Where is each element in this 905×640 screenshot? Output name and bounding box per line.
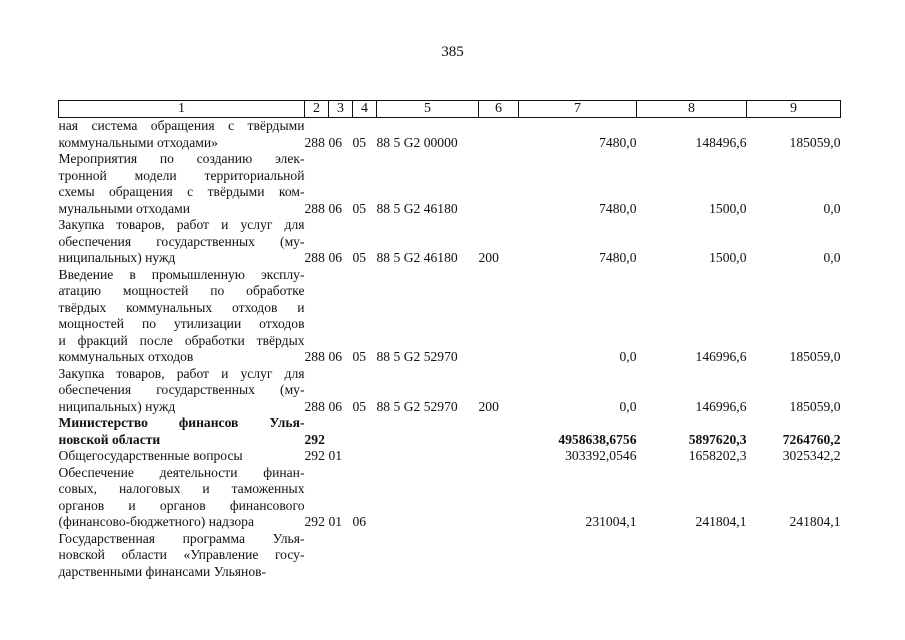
table-row: [59, 267, 841, 366]
amount-col-9: 0,0: [823, 200, 841, 216]
target-article-code: [377, 531, 479, 581]
row-description: [59, 118, 305, 152]
header-col-4: 4: [353, 101, 377, 118]
expense-type-code: [479, 118, 519, 152]
header-col-8: 8: [637, 101, 747, 118]
description-line: коммунальными отходами»: [58, 134, 218, 150]
ministry-code: 292: [304, 448, 325, 463]
description-line: схемы обращения с твёрдыми ком-: [58, 184, 305, 199]
target-article-code: 88 5 G2 00000: [376, 134, 458, 150]
expense-type-code: [479, 151, 519, 217]
description-line: и фракций после обработки твёрдых: [58, 332, 305, 348]
amount-col-9: 185059,0: [789, 349, 841, 364]
amount-col-8: 146996,6: [695, 398, 747, 414]
description-line: Обеспечение деятельности финан-: [58, 464, 305, 480]
expense-type-code: 200: [478, 398, 499, 414]
amount-col-9: 7264760,2: [782, 431, 841, 447]
description-line: органов и органов финансового: [58, 497, 305, 513]
header-col-9: 9: [747, 101, 841, 118]
amount-col-8: [637, 531, 747, 581]
description-line: Введение в промышленную эксплу-: [58, 266, 305, 282]
subsection-code: [353, 448, 377, 465]
section-code: 06: [328, 134, 343, 150]
subsection-code: 05: [352, 250, 367, 265]
header-col-5: 5: [377, 101, 479, 118]
subsection-code: 06: [352, 514, 367, 529]
amount-col-7: 231004,1: [585, 514, 637, 529]
target-article-code: [377, 448, 479, 465]
description-line: ниципальных) нужд: [58, 398, 176, 414]
amount-col-8: 146996,6: [695, 349, 747, 364]
header-col-3: 3: [329, 101, 353, 118]
amount-col-8: 1500,0: [709, 200, 747, 216]
subsection-code: [353, 531, 377, 581]
description-line: мощностей по утилизации отходов: [58, 316, 305, 331]
table-header: [59, 101, 841, 118]
description-line: тронной модели территориальной: [58, 167, 305, 183]
subsection-code: [353, 415, 377, 448]
row-description: [59, 151, 305, 217]
section-code: 06: [328, 349, 343, 364]
description-line: новской области: [58, 431, 161, 447]
section-code: 06: [328, 398, 343, 414]
subsection-code: 05: [352, 200, 367, 216]
target-article-code: 88 5 G2 52970: [376, 398, 458, 414]
ministry-code: 288: [304, 134, 325, 150]
description-line: Мероприятия по созданию элек-: [58, 151, 305, 166]
target-article-code: 88 5 G2 46180: [376, 250, 458, 265]
ministry-code: 288: [304, 200, 325, 216]
amount-col-9: 3025342,2: [782, 448, 841, 463]
description-line: Общегосударственные вопросы: [58, 448, 243, 463]
target-article-code: [377, 415, 479, 448]
section-code: [329, 531, 353, 581]
amount-col-8: 241804,1: [695, 514, 747, 529]
row-description: [59, 448, 305, 465]
table-row: [59, 448, 841, 465]
table-row: [59, 465, 841, 531]
section-code: 01: [328, 514, 343, 529]
row-description: [59, 465, 305, 531]
ministry-code: 288: [304, 349, 325, 364]
section-code: 01: [328, 448, 343, 463]
amount-col-9: 0,0: [823, 250, 841, 265]
header-col-7: 7: [519, 101, 637, 118]
description-line: ниципальных) нужд: [58, 250, 176, 265]
description-line: (финансово-бюджетного) надзора: [58, 514, 254, 529]
table-row: [59, 118, 841, 152]
amount-col-8: 1500,0: [709, 250, 747, 265]
expense-type-code: [479, 465, 519, 531]
amount-col-9: 185059,0: [789, 134, 841, 150]
target-article-code: 88 5 G2 46180: [376, 200, 458, 216]
description-line: твёрдых коммунальных отходов и: [58, 299, 305, 315]
description-line: совых, налоговых и таможенных: [58, 481, 305, 496]
section-code: [329, 415, 353, 448]
expense-type-code: [479, 531, 519, 581]
amount-col-7: 7480,0: [599, 200, 637, 216]
amount-col-7: 4958638,6756: [558, 431, 637, 447]
subsection-code: 05: [352, 398, 367, 414]
section-code: 06: [328, 250, 343, 265]
expense-type-code: 200: [478, 250, 499, 265]
amount-col-9: 241804,1: [789, 514, 841, 529]
ministry-code: [305, 531, 329, 581]
header-col-2: 2: [305, 101, 329, 118]
amount-col-9: 185059,0: [789, 398, 841, 414]
table-row: [59, 531, 841, 581]
expense-type-code: [479, 415, 519, 448]
ministry-code: 292: [304, 514, 325, 529]
expense-type-code: [479, 267, 519, 366]
ministry-code: 292: [304, 431, 325, 447]
table-body: [59, 118, 841, 581]
table-row: [59, 151, 841, 217]
ministry-code: 288: [304, 398, 325, 414]
row-description: [59, 531, 305, 581]
description-line: Закупка товаров, работ и услуг для: [58, 217, 305, 232]
description-line: ная система обращения с твёрдыми: [58, 118, 305, 133]
target-article-code: 88 5 G2 52970: [376, 349, 458, 364]
description-line: Закупка товаров, работ и услуг для: [58, 365, 305, 381]
description-line: мунальными отходами: [58, 200, 191, 216]
subsection-code: 05: [352, 349, 367, 364]
description-line: новской области «Управление госу-: [58, 547, 305, 562]
description-line: коммунальных отходов: [58, 349, 194, 364]
row-description: [59, 366, 305, 416]
description-line: обеспечения государственных (му-: [58, 382, 305, 397]
expense-type-code: [479, 448, 519, 465]
target-article-code: [377, 465, 479, 531]
description-line: атацию мощностей по обработке: [58, 283, 305, 298]
amount-col-7: 0,0: [619, 349, 637, 364]
row-description: [59, 267, 305, 366]
amount-col-8: 148496,6: [695, 134, 747, 150]
description-line: Министерство финансов Улья-: [58, 415, 305, 430]
amount-col-8: 1658202,3: [688, 448, 747, 463]
amount-col-7: 0,0: [619, 398, 637, 414]
amount-col-7: 7480,0: [599, 250, 637, 265]
description-line: Государственная программа Улья-: [58, 530, 305, 546]
description-line: обеспечения государственных (му-: [58, 233, 305, 249]
amount-col-8: 5897620,3: [688, 431, 747, 447]
table-row: [59, 415, 841, 448]
subsection-code: 05: [352, 134, 367, 150]
page-number: 385: [441, 44, 464, 60]
description-line: дарственными финансами Ульянов-: [58, 563, 267, 579]
amount-col-7: 303392,0546: [565, 448, 637, 463]
header-col-1: 1: [59, 101, 305, 118]
amount-col-7: 7480,0: [599, 134, 637, 150]
table-row: [59, 217, 841, 267]
budget-table: [58, 100, 841, 580]
section-code: 06: [328, 200, 343, 216]
ministry-code: 288: [304, 250, 325, 265]
row-description: [59, 415, 305, 448]
header-col-6: 6: [479, 101, 519, 118]
amount-col-9: [747, 531, 841, 581]
table-row: [59, 366, 841, 416]
row-description: [59, 217, 305, 267]
amount-col-7: [519, 531, 637, 581]
